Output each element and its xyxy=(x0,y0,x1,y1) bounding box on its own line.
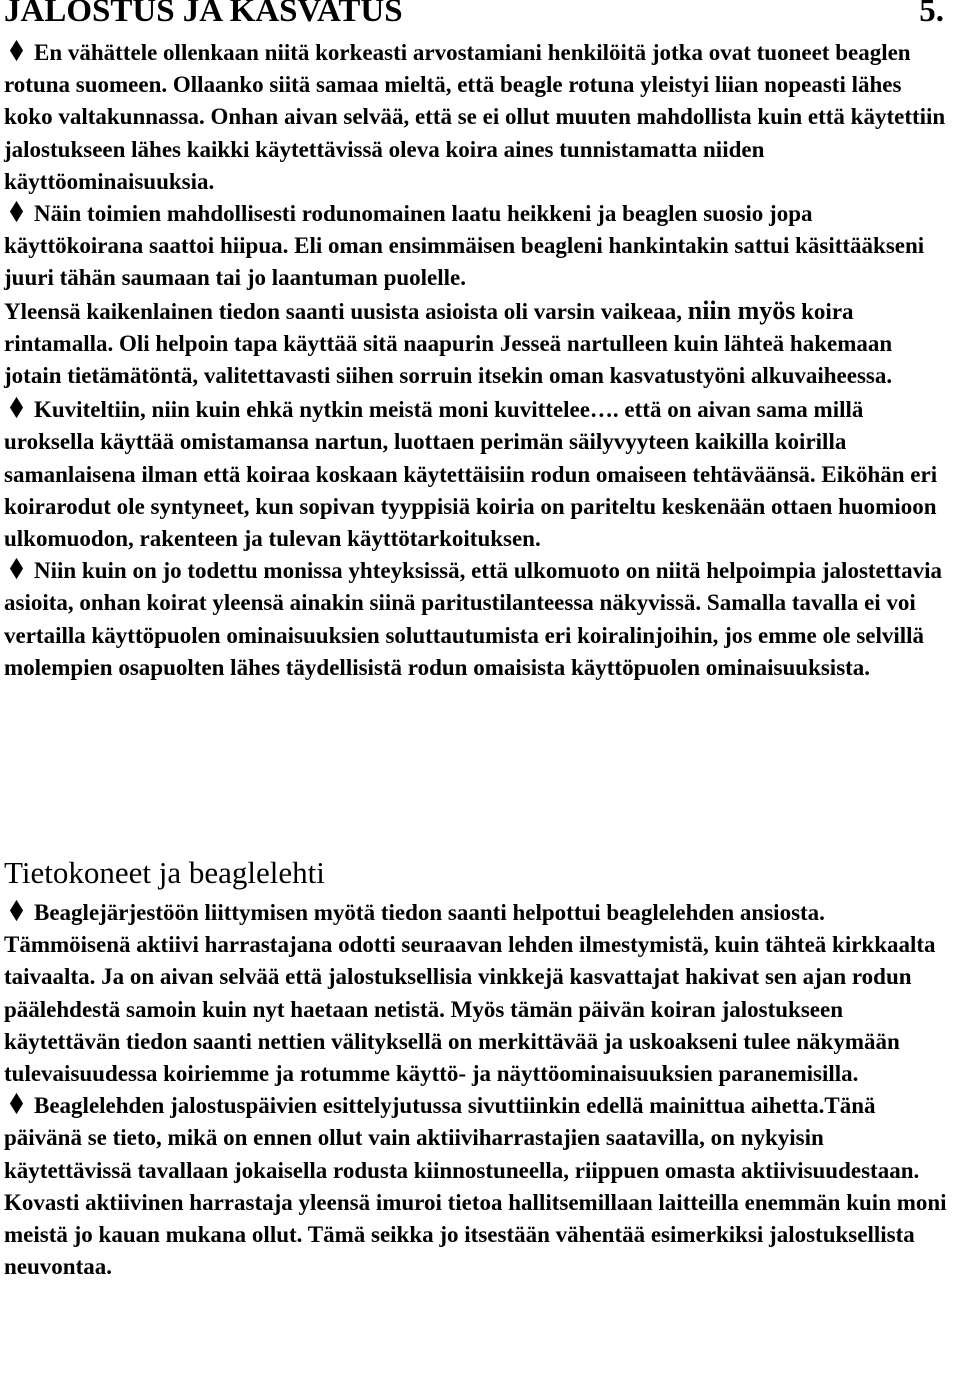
diamond-bullet-icon xyxy=(10,900,23,921)
diamond-bullet-icon xyxy=(10,40,23,61)
paragraph-2-text-a: Yleensä kaikenlainen tiedon saanti uusista asioista oli varsin vaikeaa, xyxy=(4,298,682,324)
paragraph-3-text: Kuviteltiin, niin kuin ehkä nytkin meistä moni kuvittelee…. että on aivan sama millä uroksella käyttää omistamansa nartun, luottaen perimän säilyvyyteen kaikilla koirilla samanlaisena ilman että koiraa koskaan käytettäisiin rodun omaiseen tehtäväänsä. Eiköhän eri koirarodut ole syntyneet, kun sopivan tyyppisiä koiria on pariteltu keskenään ottaen huomioon ulkomuodon, rakenteen ja tulevan käyttötarkoituksen. xyxy=(4,397,938,552)
page-header xyxy=(4,0,944,33)
paragraph-2 xyxy=(4,198,952,295)
paragraph-1-text: En vähättele ollenkaan niitä korkeasti arvostamiani henkilöitä jotka ovat tuoneet beaglen rotuna suomeen. Ollaanko siitä samaa mieltä, että beagle rotuna yleistyi liian nopeasti lähes koko valtakunnassa. Onhan aivan selvää, että se ei ollut muuten mahdollista kuin että käytettiin jalostukseen lähes kaikki käytettävissä oleva koira aines tunnistamatta niiden käyttöominaisuuksia. xyxy=(4,40,946,194)
diamond-bullet-icon xyxy=(10,1093,23,1114)
paragraph-2-continued xyxy=(4,295,952,393)
paragraph-2-text: Näin toimien mahdollisesti rodunomainen laatu heikkeni ja beaglen suosio jopa käyttökoirana saattoi hiipua. Eli oman ensimmäisen beagleni hankintakin sattui käsittääkseni juuri tähän saumaan tai jo laantuman puolelle. xyxy=(4,201,925,291)
paragraph-1 xyxy=(4,37,952,198)
section-computers-magazine xyxy=(4,897,952,1283)
diamond-bullet-icon xyxy=(10,558,23,579)
section-breeding xyxy=(4,37,952,684)
paragraph-4 xyxy=(4,555,952,684)
paragraph-5 xyxy=(4,897,952,1090)
paragraph-2-text-b: niin myös xyxy=(687,295,796,325)
diamond-bullet-icon xyxy=(10,201,23,222)
header-title: JALOSTUS JA KASVATUS xyxy=(4,0,403,29)
paragraph-2-text-c: koira rintamalla. Oli helpoin tapa käyttää sitä naapurin Jesseä nartulleen kuin lähteä hakemaan jotain tietämätöntä, valitettavasti siihen sorruin itsekin oman kasvatustyöni alkuvaiheessa. xyxy=(4,298,893,389)
diamond-bullet-icon xyxy=(10,397,23,418)
paragraph-6 xyxy=(4,1090,952,1283)
paragraph-6-text: Beaglelehden jalostuspäivien esittelyjutussa sivuttiinkin edellä mainittua aihetta.Tänä päivänä se tieto, mikä on ennen ollut vain aktiiviharrastajien saatavilla, on nykyisin käytettävissä tavallaan jokaisella rodusta kiinnostuneella, riippuen omasta aktiivisuudestaan. Kovasti aktiivinen harrastaja yleensä imuroi tietoa hallitsemillaan laitteilla enemmän kuin moni meistä jo kauan mukana ollut. Tämä seikka jo itsestään vähentää esimerkiksi jalostuksellista neuvontaa. xyxy=(4,1093,947,1280)
page-number: 5. xyxy=(919,0,944,29)
paragraph-4-text: Niin kuin on jo todettu monissa yhteyksissä, että ulkomuoto on niitä helpoimpia jalostettavia asioita, onhan koirat yleensä ainakin siinä paritustilanteessa näkyvissä. Samalla tavalla ei voi vertailla käyttöpuolen ominaisuuksien soluttautumista eri koiralinjoihin, jos emme ole selvillä molempien osapuolten lähes täydellisistä rodun omaisista käyttöpuolen ominaisuuksista. xyxy=(4,558,942,680)
section-heading: Tietokoneet ja beaglelehti xyxy=(4,855,325,890)
paragraph-3 xyxy=(4,394,952,555)
paragraph-5-text: Beaglejärjestöön liittymisen myötä tiedon saanti helpottui beaglelehden ansiosta. Tämmöisenä aktiivi harrastajana odotti seuraavan lehden ilmestymistä, kuin tähteä kirkkaalta taivaalta. Ja on aivan selvää että jalostuksellisia vinkkejä kasvattajat hakivat sen ajan rodun päälehdestä samoin kuin nyt haetaan netistä. Myös tämän päivän koiran jalostukseen käytettävän tiedon saanti nettien välityksellä on merkittävää ja uskoakseni tulee näkymään tulevaisuudessa koiriemme ja rotumme käyttö- ja näyttöominaisuuksien paranemisilla. xyxy=(4,900,936,1087)
